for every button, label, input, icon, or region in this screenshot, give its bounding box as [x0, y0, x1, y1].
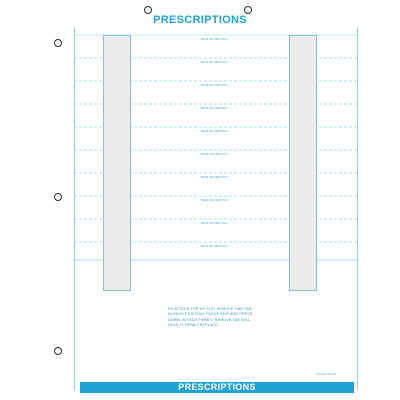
slot-label-8: TEAR OR DEPOSIT ↓ [200, 198, 230, 202]
binder-hole-left-3 [54, 347, 62, 355]
slot-label-4: TEAR OR DEPOSIT ↓ [200, 106, 230, 110]
slot-label-3: TEAR OR DEPOSIT ↓ [200, 83, 230, 87]
form-number: RX4120 10-2M [316, 372, 337, 376]
adhesive-strip-left [103, 35, 131, 291]
binder-hole-top-left [144, 6, 152, 14]
binder-hole-top-right [244, 6, 252, 14]
slot-label-9: TEAR OR DEPOSIT ↓ [200, 221, 230, 225]
adhesive-strip-right [289, 35, 317, 291]
binder-hole-left-1 [54, 39, 62, 47]
slot-label-10: TEAR OR DEPOSIT ↓ [200, 244, 230, 248]
slot-label-7: TEAR OR DEPOSIT ↓ [200, 175, 230, 179]
binder-hole-left-2 [54, 193, 62, 201]
slot-label-6: TEAR OR DEPOSIT ↓ [200, 152, 230, 156]
slot-label-2: TEAR OR DEPOSIT ↓ [200, 60, 230, 64]
attachment-instructions: RX ATTACH TOP OF SLIP. REMOVE ONE TAB IN EACH POSITION. PLACE SLIP AND PRESS DOWN. ATTACH FIRMLY. REMOVE TAB WILL HOLD IT FIRMLY IN PLACE. [168, 307, 253, 328]
slot-label-1: TEAR OR DEPOSIT ↓ [200, 37, 230, 41]
form-footer-title: PRESCRIPTIONS [80, 382, 354, 393]
slot-label-5: TEAR OR DEPOSIT ↓ [200, 129, 230, 133]
form-title: PRESCRIPTIONS [153, 14, 247, 26]
